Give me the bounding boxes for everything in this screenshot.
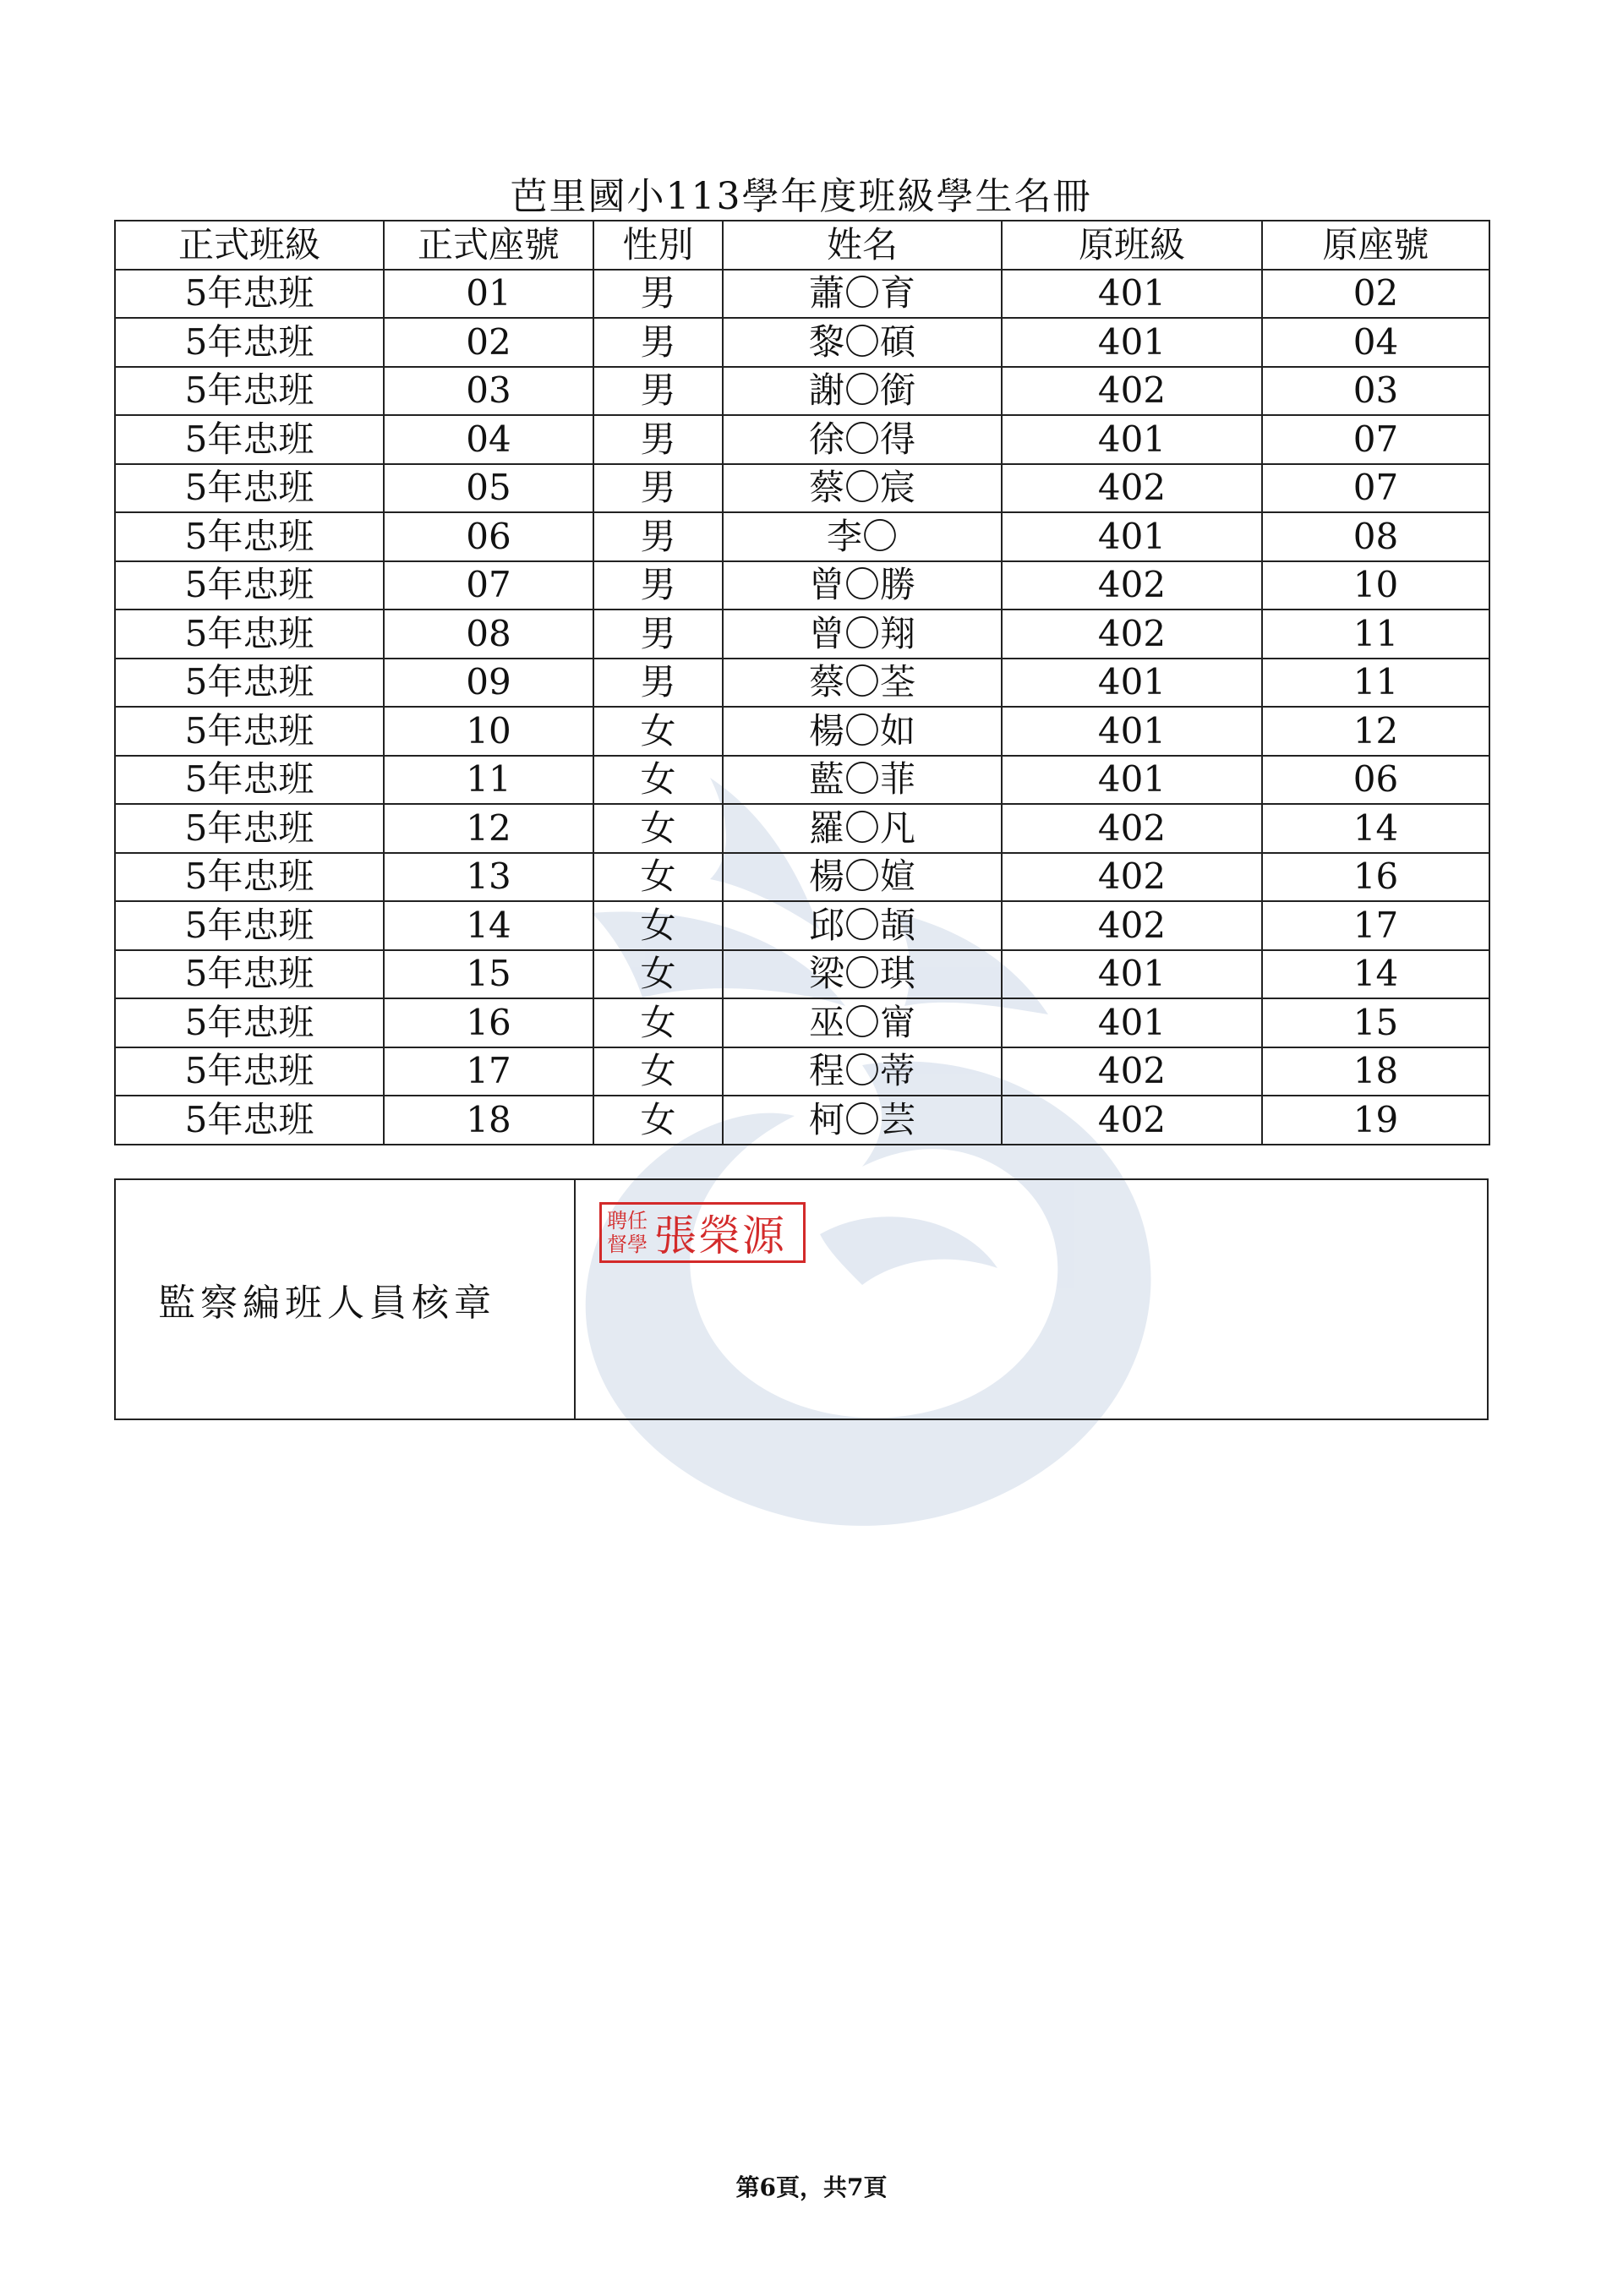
- cell-name: 徐〇得: [723, 415, 1002, 464]
- table-row: [115, 318, 1489, 367]
- seal-name: 張榮源: [654, 1211, 786, 1260]
- cell-official-class: 5年忠班: [115, 998, 384, 1047]
- cell-name: 曾〇勝: [723, 561, 1002, 610]
- cell-original-class: 402: [1002, 367, 1262, 416]
- cell-gender: 女: [593, 1047, 723, 1096]
- cell-official-class: 5年忠班: [115, 659, 384, 708]
- cell-original-seat: 08: [1262, 512, 1489, 561]
- cell-official-seat: 05: [384, 464, 593, 513]
- table-row: [115, 804, 1489, 853]
- cell-name: 楊〇如: [723, 707, 1002, 756]
- cell-original-class: 402: [1002, 1096, 1262, 1145]
- cell-original-class: 402: [1002, 561, 1262, 610]
- cell-gender: 男: [593, 415, 723, 464]
- cell-original-seat: 17: [1262, 901, 1489, 950]
- cell-original-class: 402: [1002, 464, 1262, 513]
- cell-official-class: 5年忠班: [115, 512, 384, 561]
- cell-official-class: 5年忠班: [115, 1096, 384, 1145]
- table-row: [115, 756, 1489, 805]
- signature-area: [576, 1180, 1487, 1419]
- table-row: [115, 950, 1489, 999]
- table-header-row: [115, 221, 1489, 270]
- cell-official-class: 5年忠班: [115, 950, 384, 999]
- cell-official-class: 5年忠班: [115, 367, 384, 416]
- page-number: 第6頁，共7頁: [735, 2173, 888, 2201]
- cell-official-seat: 09: [384, 659, 593, 708]
- seal-title-chars: [607, 1209, 648, 1256]
- page-title: 芭里國小113學年度班級學生名冊: [510, 175, 1092, 218]
- cell-name: 藍〇菲: [723, 756, 1002, 805]
- cell-official-class: 5年忠班: [115, 756, 384, 805]
- table-row: [115, 367, 1489, 416]
- cell-official-seat: 06: [384, 512, 593, 561]
- table-row: [115, 659, 1489, 708]
- table-row: [115, 707, 1489, 756]
- cell-official-seat: 17: [384, 1047, 593, 1096]
- table-row: [115, 464, 1489, 513]
- cell-official-seat: 04: [384, 415, 593, 464]
- cell-gender: 男: [593, 270, 723, 319]
- cell-original-seat: 11: [1262, 610, 1489, 659]
- cell-gender: 女: [593, 998, 723, 1047]
- cell-gender: 男: [593, 318, 723, 367]
- cell-original-seat: 07: [1262, 464, 1489, 513]
- cell-official-class: 5年忠班: [115, 610, 384, 659]
- cell-original-seat: 04: [1262, 318, 1489, 367]
- cell-official-seat: 11: [384, 756, 593, 805]
- cell-official-seat: 07: [384, 561, 593, 610]
- cell-official-class: 5年忠班: [115, 901, 384, 950]
- cell-original-class: 401: [1002, 270, 1262, 319]
- cell-official-seat: 10: [384, 707, 593, 756]
- cell-gender: 男: [593, 464, 723, 513]
- cell-gender: 男: [593, 610, 723, 659]
- cell-official-seat: 01: [384, 270, 593, 319]
- cell-original-seat: 16: [1262, 853, 1489, 902]
- cell-gender: 女: [593, 950, 723, 999]
- seal-char: 任: [627, 1209, 648, 1233]
- seal-char: 聘: [607, 1209, 627, 1233]
- cell-original-class: 402: [1002, 610, 1262, 659]
- header-official-seat: 正式座號: [384, 221, 593, 270]
- table-row: [115, 512, 1489, 561]
- cell-official-class: 5年忠班: [115, 1047, 384, 1096]
- cell-original-seat: 14: [1262, 804, 1489, 853]
- cell-original-class: 402: [1002, 853, 1262, 902]
- table-row: [115, 853, 1489, 902]
- cell-official-class: 5年忠班: [115, 318, 384, 367]
- cell-name: 黎〇碩: [723, 318, 1002, 367]
- cell-original-class: 401: [1002, 659, 1262, 708]
- cell-name: 謝〇銜: [723, 367, 1002, 416]
- cell-original-seat: 19: [1262, 1096, 1489, 1145]
- cell-official-class: 5年忠班: [115, 804, 384, 853]
- cell-official-seat: 03: [384, 367, 593, 416]
- cell-gender: 男: [593, 561, 723, 610]
- header-gender: 性別: [593, 221, 723, 270]
- cell-original-class: 401: [1002, 950, 1262, 999]
- cell-original-class: 401: [1002, 512, 1262, 561]
- cell-official-seat: 16: [384, 998, 593, 1047]
- cell-name: 蕭〇育: [723, 270, 1002, 319]
- cell-name: 李〇: [723, 512, 1002, 561]
- cell-original-seat: 12: [1262, 707, 1489, 756]
- cell-original-class: 401: [1002, 415, 1262, 464]
- cell-gender: 男: [593, 512, 723, 561]
- cell-name: 楊〇媗: [723, 853, 1002, 902]
- cell-name: 蔡〇宸: [723, 464, 1002, 513]
- signature-label: 監察編班人員核章: [116, 1180, 576, 1419]
- cell-gender: 女: [593, 901, 723, 950]
- cell-original-seat: 10: [1262, 561, 1489, 610]
- cell-original-seat: 18: [1262, 1047, 1489, 1096]
- table-row: [115, 415, 1489, 464]
- cell-original-class: 401: [1002, 707, 1262, 756]
- cell-gender: 女: [593, 756, 723, 805]
- cell-original-class: 402: [1002, 1047, 1262, 1096]
- cell-name: 羅〇凡: [723, 804, 1002, 853]
- cell-original-seat: 15: [1262, 998, 1489, 1047]
- header-original-seat: 原座號: [1262, 221, 1489, 270]
- cell-name: 柯〇芸: [723, 1096, 1002, 1145]
- table-row: [115, 1047, 1489, 1096]
- cell-official-class: 5年忠班: [115, 270, 384, 319]
- table-row: [115, 610, 1489, 659]
- official-seal-stamp: [599, 1202, 806, 1263]
- cell-name: 蔡〇荃: [723, 659, 1002, 708]
- cell-official-seat: 08: [384, 610, 593, 659]
- cell-gender: 男: [593, 659, 723, 708]
- cell-original-seat: 07: [1262, 415, 1489, 464]
- cell-official-seat: 15: [384, 950, 593, 999]
- cell-name: 程〇蒂: [723, 1047, 1002, 1096]
- cell-gender: 男: [593, 367, 723, 416]
- cell-official-class: 5年忠班: [115, 707, 384, 756]
- cell-original-class: 401: [1002, 318, 1262, 367]
- signature-box: [114, 1178, 1489, 1420]
- seal-char: 學: [627, 1233, 648, 1256]
- cell-original-class: 402: [1002, 804, 1262, 853]
- cell-gender: 女: [593, 707, 723, 756]
- cell-original-seat: 11: [1262, 659, 1489, 708]
- cell-original-seat: 14: [1262, 950, 1489, 999]
- cell-gender: 女: [593, 804, 723, 853]
- cell-official-class: 5年忠班: [115, 853, 384, 902]
- cell-official-class: 5年忠班: [115, 561, 384, 610]
- header-name: 姓名: [723, 221, 1002, 270]
- cell-gender: 女: [593, 853, 723, 902]
- student-roster-table: [114, 220, 1490, 1145]
- cell-official-seat: 12: [384, 804, 593, 853]
- cell-official-seat: 18: [384, 1096, 593, 1145]
- cell-official-class: 5年忠班: [115, 415, 384, 464]
- seal-char: 督: [607, 1233, 627, 1256]
- header-official-class: 正式班級: [115, 221, 384, 270]
- cell-gender: 女: [593, 1096, 723, 1145]
- table-row: [115, 561, 1489, 610]
- table-row: [115, 1096, 1489, 1145]
- cell-name: 邱〇頡: [723, 901, 1002, 950]
- cell-name: 梁〇琪: [723, 950, 1002, 999]
- cell-original-class: 401: [1002, 998, 1262, 1047]
- cell-official-seat: 13: [384, 853, 593, 902]
- table-row: [115, 901, 1489, 950]
- cell-original-class: 401: [1002, 756, 1262, 805]
- cell-official-seat: 02: [384, 318, 593, 367]
- cell-name: 巫〇甯: [723, 998, 1002, 1047]
- cell-original-seat: 02: [1262, 270, 1489, 319]
- table-row: [115, 270, 1489, 319]
- cell-original-class: 402: [1002, 901, 1262, 950]
- cell-name: 曾〇翔: [723, 610, 1002, 659]
- cell-original-seat: 06: [1262, 756, 1489, 805]
- cell-original-seat: 03: [1262, 367, 1489, 416]
- table-row: [115, 998, 1489, 1047]
- header-original-class: 原班級: [1002, 221, 1262, 270]
- cell-official-seat: 14: [384, 901, 593, 950]
- cell-official-class: 5年忠班: [115, 464, 384, 513]
